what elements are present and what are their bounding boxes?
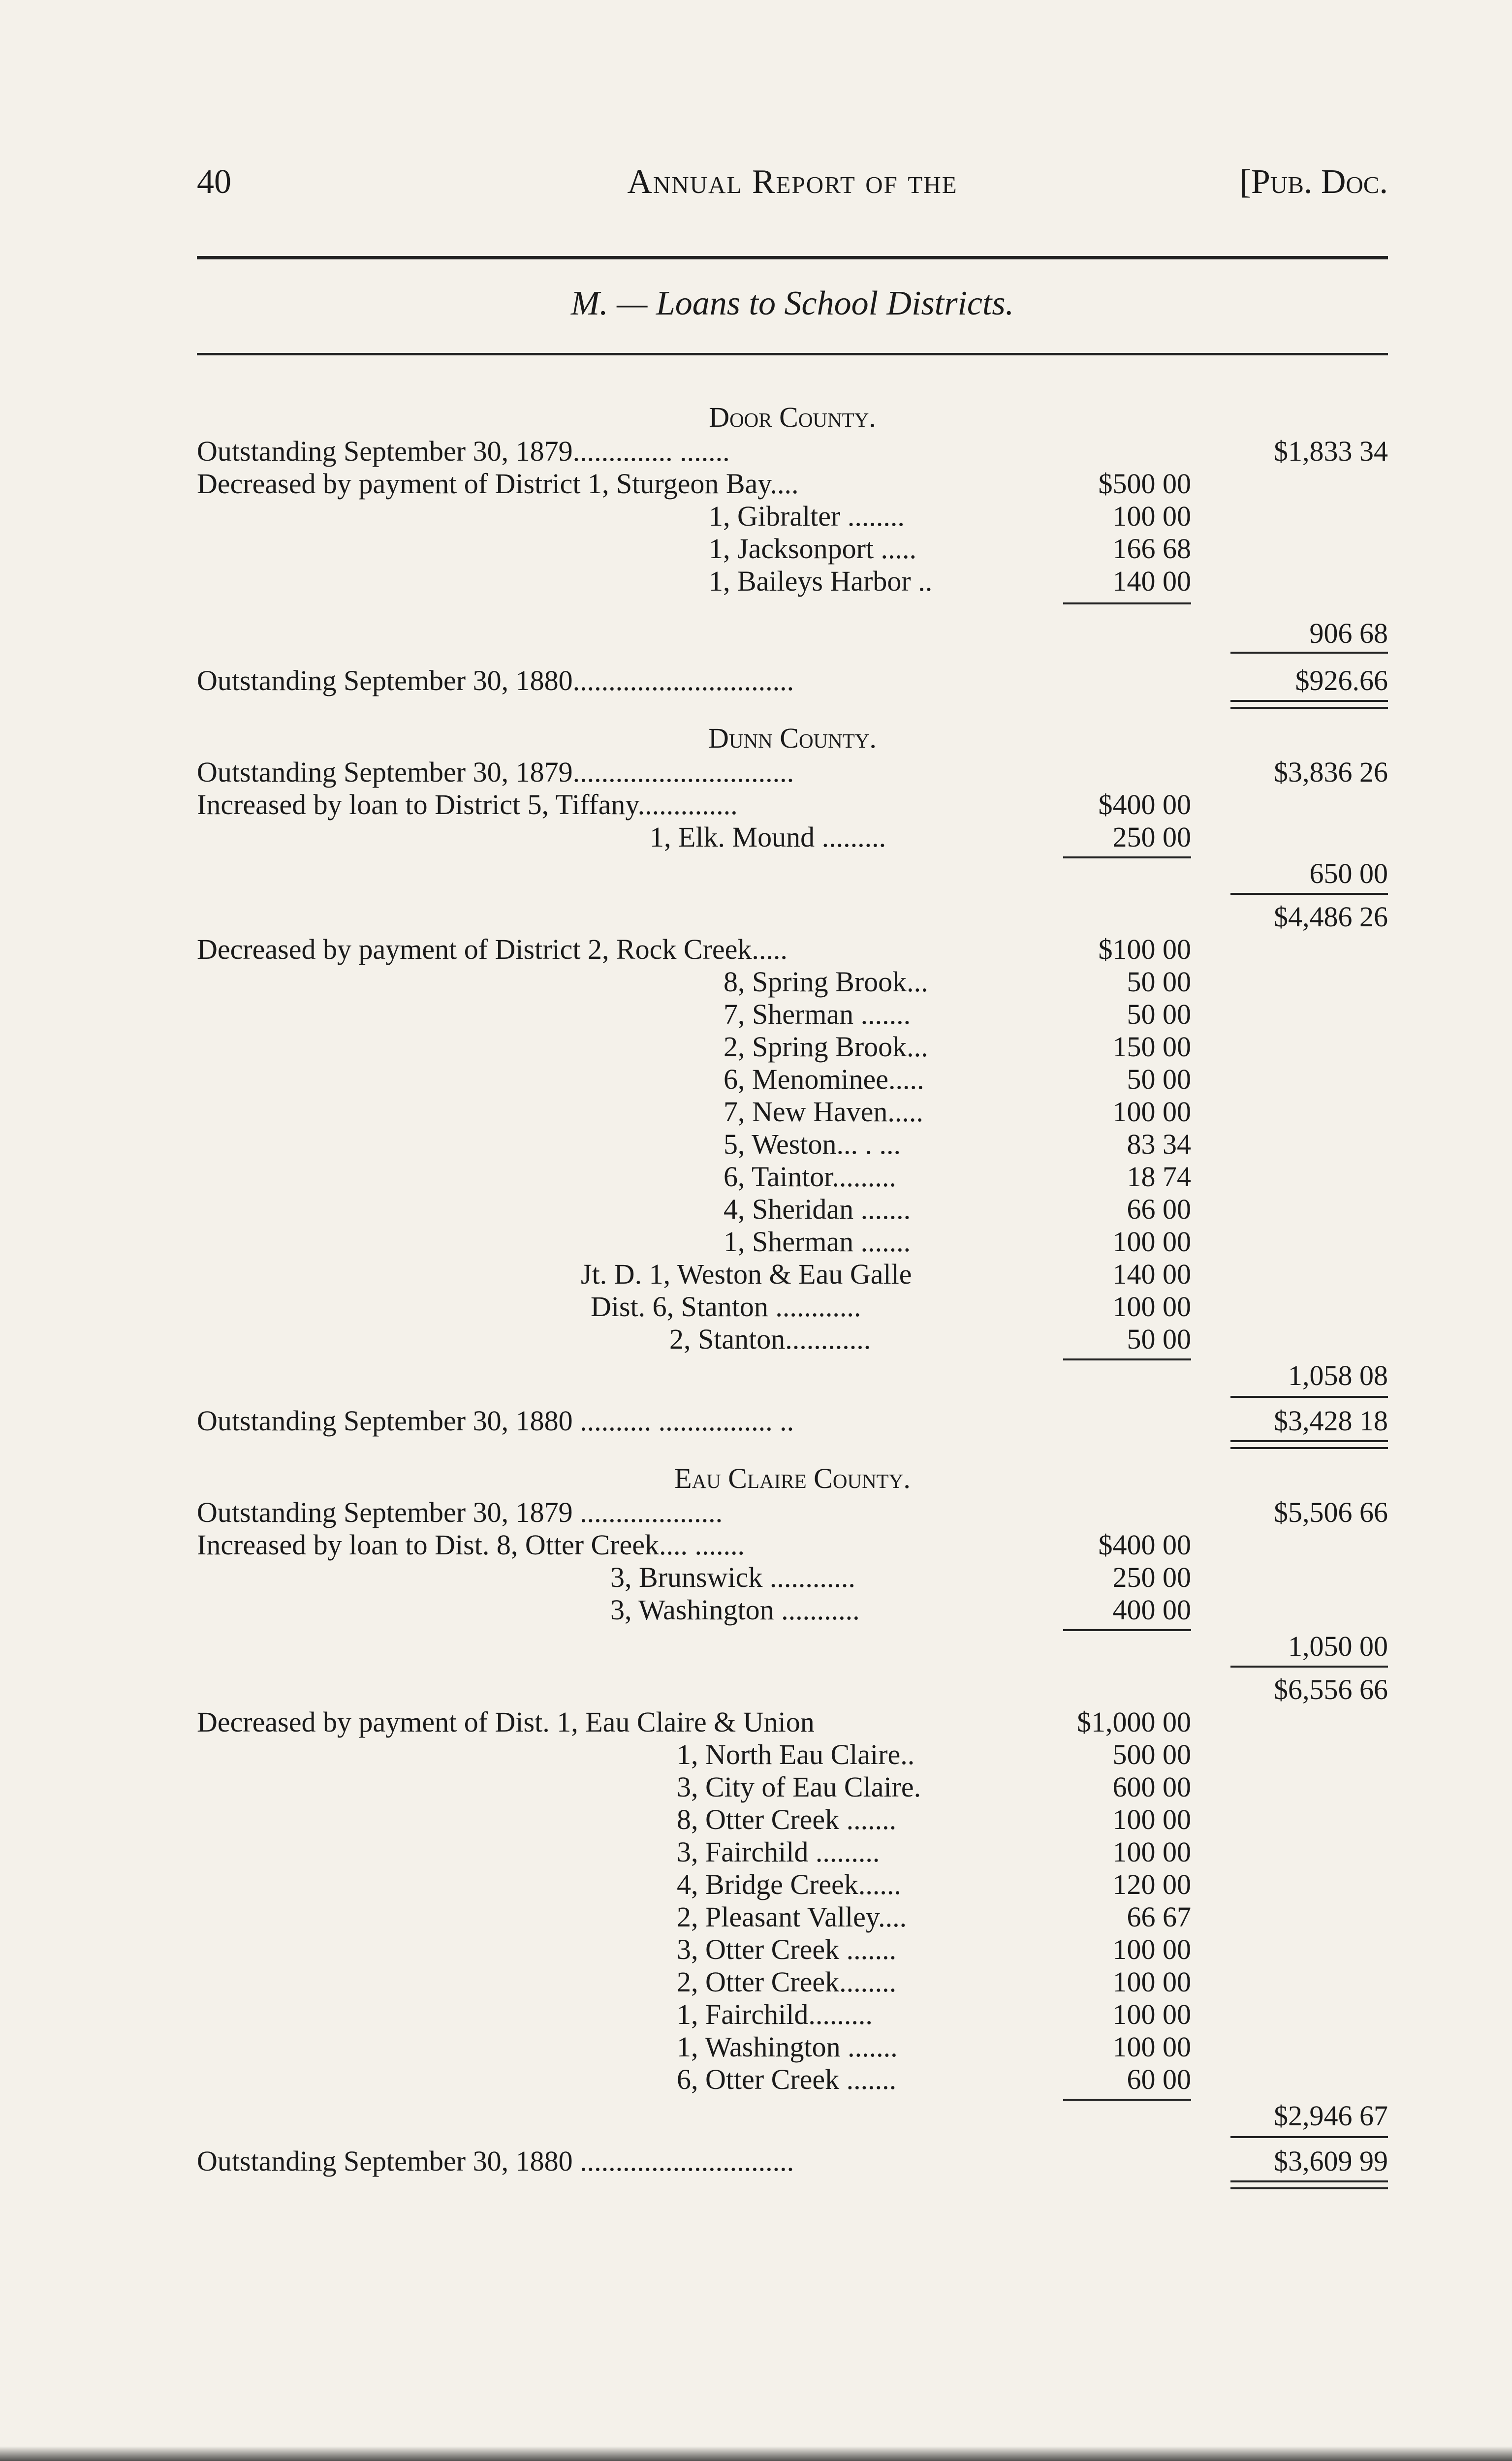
county-heading: Door County. xyxy=(709,401,876,433)
eau-claire-increased-row: Increased by loan to Dist. 8, Otter Creek.... ....... $400 00 xyxy=(197,1529,1191,1561)
door-outstanding-1880: Outstanding September 30, 1880............................... $926.66 xyxy=(197,664,1388,696)
list-item: 8, Otter Creek ....... 100 00 xyxy=(677,1803,1191,1835)
list-item: 2, Stanton............ 50 00 xyxy=(669,1323,1191,1355)
list-item: 1, Washington ....... 100 00 xyxy=(677,2031,1191,2063)
section-title: M. — Loans to School Districts. xyxy=(570,284,1014,322)
list-item: 1, Elk. Mound ......... 250 00 xyxy=(650,821,1191,853)
list-item: 3, City of Eau Claire. 600 00 xyxy=(677,1771,1191,1803)
dunn-total-decrease: 1,058 08 xyxy=(197,1356,1388,1388)
door-outstanding-1879: Outstanding September 30, 1879.............. ....... $1,833 34 xyxy=(197,435,1388,467)
section-rule xyxy=(197,353,1388,355)
list-item: 1, Gibralter ........ 100 00 xyxy=(709,500,1191,532)
eau-claire-county-section xyxy=(197,1461,1388,2201)
header-rule xyxy=(197,256,1388,259)
list-item: 6, Taintor......... 18 74 xyxy=(724,1161,1191,1193)
page-number: 40 xyxy=(197,163,231,201)
list-item: 7, New Haven..... 100 00 xyxy=(724,1096,1191,1128)
document-page xyxy=(197,162,1388,2201)
list-item: 6, Menominee..... 50 00 xyxy=(724,1063,1191,1095)
list-item: 5, Weston... . ... 83 34 xyxy=(724,1128,1191,1160)
list-item: 4, Bridge Creek...... 120 00 xyxy=(677,1868,1191,1900)
list-item: 8, Spring Brook... 50 00 xyxy=(724,966,1191,998)
list-item: 3, Otter Creek ....... 100 00 xyxy=(677,1933,1191,1965)
scan-edge xyxy=(0,2446,1512,2461)
eau-claire-total-increase: 1,050 00 xyxy=(197,1626,1388,1659)
doc-label: [Pub. Doc. xyxy=(1239,163,1388,201)
door-decreased-row: Decreased by payment of District 1, Sturgeon Bay.... $500 00 xyxy=(197,468,1191,500)
list-item: 7, Sherman ....... 50 00 xyxy=(724,998,1191,1030)
list-item: 1, Fairchild......... 100 00 xyxy=(677,1998,1191,2030)
list-item: Dist. 6, Stanton ............ 100 00 xyxy=(591,1291,1191,1323)
eau-claire-decreased-row: Decreased by payment of Dist. 1, Eau Claire & Union $1,000 00 xyxy=(197,1706,1191,1738)
eau-claire-subtotal: $6,556 66 xyxy=(1274,1673,1388,1705)
dunn-increased-row: Increased by loan to District 5, Tiffany.............. $400 00 xyxy=(197,789,1191,820)
dunn-county-section xyxy=(197,721,1388,1461)
list-item: 1, Sherman ....... 100 00 xyxy=(724,1226,1191,1258)
list-item: 2, Otter Creek........ 100 00 xyxy=(677,1966,1191,1998)
list-item: 3, Brunswick ............ 250 00 xyxy=(610,1561,1191,1593)
dunn-outstanding-1880: Outstanding September 30, 1880 .......... ................ .. $3,428 18 xyxy=(197,1405,1388,1437)
list-item: Jt. D. 1, Weston & Eau Galle 140 00 xyxy=(581,1258,1191,1290)
eau-claire-outstanding-1879: Outstanding September 30, 1879 .................... $5,506 66 xyxy=(197,1496,1388,1528)
list-item: 4, Sheridan ....... 66 00 xyxy=(724,1193,1191,1225)
list-item: 6, Otter Creek ....... 60 00 xyxy=(677,2063,1191,2095)
county-heading: Eau Claire County. xyxy=(674,1462,911,1494)
eau-claire-outstanding-1880: Outstanding September 30, 1880 .............................. $3,609 99 xyxy=(197,2145,1388,2177)
page-header xyxy=(197,162,1388,217)
list-item: 3, Washington ........... 400 00 xyxy=(610,1594,1191,1626)
list-item: 2, Pleasant Valley.... 66 67 xyxy=(677,1901,1191,1933)
eau-claire-total-decrease: $2,946 67 xyxy=(197,2096,1388,2128)
dunn-outstanding-1879: Outstanding September 30, 1879............................... $3,836 26 xyxy=(197,756,1388,788)
dunn-decreased-row: Decreased by payment of District 2, Rock Creek..... $100 00 xyxy=(197,933,1191,965)
list-item: 1, Jacksonport ..... 166 68 xyxy=(709,533,1191,565)
door-total-decrease: 906 68 xyxy=(1309,617,1388,649)
dunn-total-increase: 650 00 xyxy=(197,853,1388,886)
list-item: 2, Spring Brook... 150 00 xyxy=(724,1031,1191,1063)
dunn-subtotal: $4,486 26 xyxy=(1274,901,1388,933)
running-title: Annual Report of the xyxy=(627,163,958,201)
door-county-section xyxy=(197,400,1388,721)
list-item: 3, Fairchild ......... 100 00 xyxy=(677,1836,1191,1868)
list-item: 1, Baileys Harbor .. 140 00 xyxy=(709,565,1191,597)
list-item: 1, North Eau Claire.. 500 00 xyxy=(677,1738,1191,1770)
county-heading: Dunn County. xyxy=(708,722,877,754)
